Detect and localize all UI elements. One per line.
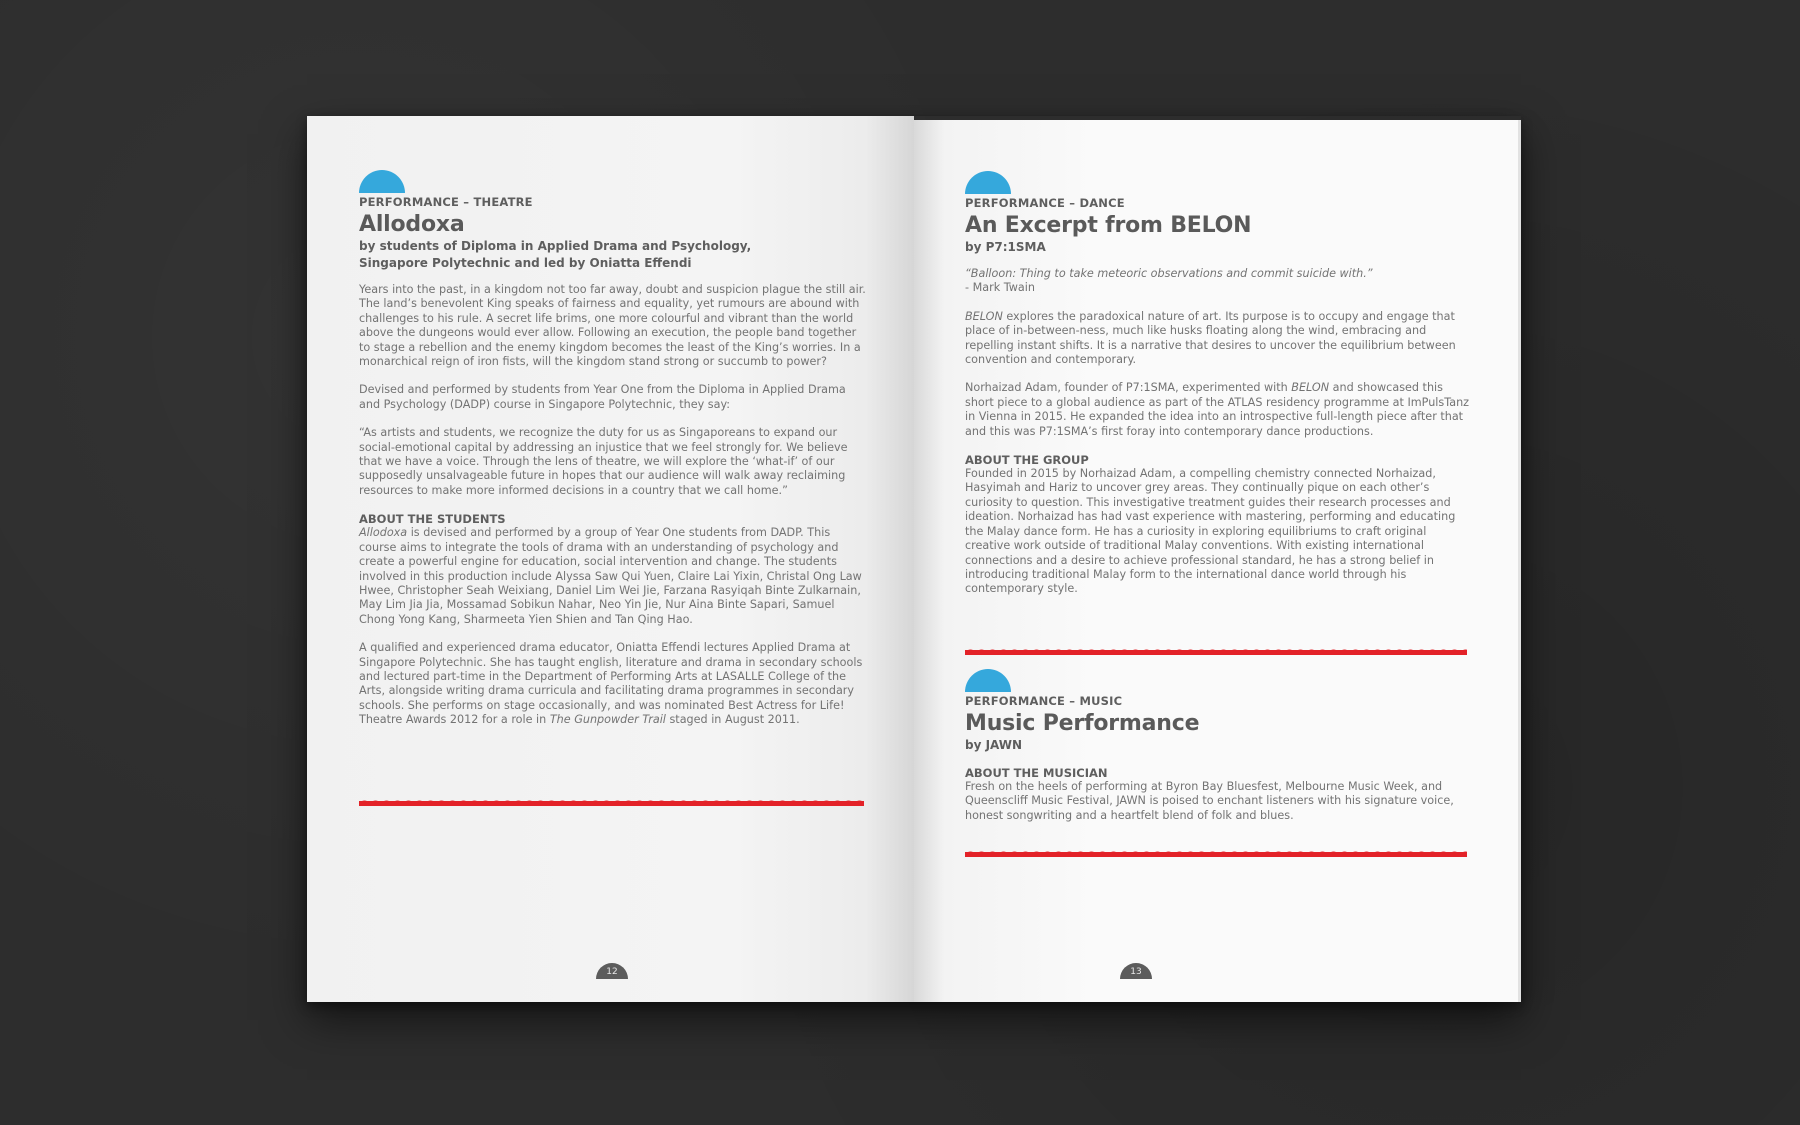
byline-line-2: Singapore Polytechnic and led by Oniatta Effendi — [359, 256, 692, 270]
section-title: Music Performance — [965, 711, 1200, 736]
open-booklet — [307, 116, 1521, 1002]
belon-description-paragraph — [965, 310, 1470, 368]
music-section — [965, 669, 1470, 823]
about-group-paragraph: Founded in 2015 by Norhaizad Adam, a compelling chemistry connected Norhaizad, Hasyimah and Hariz to uncover grey areas. They continually pique on each other’s curiosity to question. This investigative treatment guides their research processes and ideation. Norhaizad has had vast experience with mastering, performing and educating the Malay dance form. He has a curiosity in exploring equilibriums to craft original creative work outside of traditional Malay conventions. With existing international connections and a desire to achieve professional standard, he has a strong belief in introducing traditional Malay form to the international dance world through his contemporary style. — [965, 467, 1456, 596]
student-quote-paragraph: “As artists and students, we recognize the duty for us as Singaporeans to expand our social-emotional capital by addressing an injustice that we feel strongly for. We believe that we have a voice. Through the lens of theatre, we will explore the ‘what-if’ of our supposedly unsalvageable future in hopes that our audience will walk away reclaiming resources to make more informed decisions in a country that we call home.” — [359, 426, 848, 497]
section-category: PERFORMANCE – MUSIC — [965, 694, 1123, 708]
founder-text: Norhaizad Adam, founder of P7:1SMA, experimented with — [965, 381, 1292, 395]
red-scallop-divider — [965, 847, 1467, 857]
about-students-text: is devised and performed by a group of Year One students from DADP. This course aims to integrate the tools of drama with an understanding of psychology and create a powerful engine for education, social intervention and change. The students involved in this production include Alyssa Saw Qui Yuen, Claire Lai Yixin, Christal Ong Law Hwee, Christopher Seah Weixiang, Daniel Lim Wei Jie, Farzana Rasyiqah Binte Zulkarnain, May Lim Jia Jia, Mossamad Sobikun Nahar, Neo Yin Jie, Nur Aina Binte Sapari, Samuel Chong Yong Kang, Sharmeeta Yien Shien and Tan Qing Hao. — [359, 526, 862, 626]
section-category: PERFORMANCE – DANCE — [965, 196, 1125, 210]
about-musician-heading: ABOUT THE MUSICIAN — [965, 766, 1108, 780]
byline: by P7:1SMA — [965, 240, 1046, 254]
section-title: An Excerpt from BELON — [965, 213, 1252, 238]
blue-semicircle-icon — [359, 170, 405, 193]
section-category: PERFORMANCE – THEATRE — [359, 195, 533, 209]
intro-paragraph: Devised and performed by students from Year One from the Diploma in Applied Drama and Psychology (DADP) course in Singapore Polytechnic, they say: — [359, 383, 846, 411]
about-students-heading: ABOUT THE STUDENTS — [359, 512, 506, 527]
belon-italic: BELON — [1291, 381, 1330, 395]
red-scallop-divider — [359, 796, 864, 806]
dance-section — [965, 171, 1470, 597]
byline-line-1: by students of Diploma in Applied Drama and Psychology, — [359, 239, 752, 253]
educator-text-end: staged in August 2011. — [665, 713, 800, 727]
page-number: 12 — [596, 963, 628, 979]
epigraph-quote: “Balloon: Thing to take meteoric observations and commit suicide with.” — [965, 267, 1373, 280]
about-students-paragraph — [359, 526, 869, 627]
belon-description-text: explores the paradoxical nature of art. Its purpose is to occupy and engage that place of in-between-ness, much like husks floating along the wind, embracing and repelling instant shifts. It is a narrative that desires to uncover the equilibrium between convention and contemporary. — [965, 309, 1456, 367]
belon-italic: BELON — [965, 309, 1003, 323]
about-group-heading: ABOUT THE GROUP — [965, 453, 1089, 468]
theatre-section — [359, 170, 869, 728]
left-page — [307, 116, 914, 1002]
synopsis-paragraph: Years into the past, in a kingdom not too far away, doubt and suspicion plague the still air. The land’s benevolent King speaks of fairness and equality, yet rumours are abound with challenges to his rule. A secret life brims, one more colourful and vibrant than the world above the dungeons would ever allow. Following an execution, the people band together to stage a rebellion and the enemy kingdom becomes the least of the King’s worries. In a monarchical reign of iron fists, will the kingdom stand strong or succumb to power? — [359, 283, 866, 369]
page-number: 13 — [1120, 963, 1152, 979]
byline: by JAWN — [965, 738, 1023, 752]
page-edge — [1518, 120, 1521, 1002]
about-musician-paragraph: Fresh on the heels of performing at Byron Bay Bluesfest, Melbourne Music Week, and Queenscliff Music Festival, JAWN is poised to enchant listeners with his signature voice, honest songwriting and a heartfelt blend of folk and blues. — [965, 780, 1454, 822]
blue-semicircle-icon — [965, 171, 1011, 194]
right-page — [914, 120, 1521, 1002]
educator-text: A qualified and experienced drama educator, Oniatta Effendi lectures Applied Drama at Singapore Polytechnic. She has taught english, literature and drama in secondary schools and lectured part-time in the Department of Performing Arts at LASALLE College of the Arts, alongside writing drama curricula and facilitating drama programmes in secondary schools. She performs on stage occasionally, and was nominated Best Actress for Life! Theatre Awards 2012 for a role in — [359, 641, 863, 727]
educator-paragraph — [359, 641, 869, 727]
red-scallop-divider — [965, 645, 1467, 655]
production-title-italic: Allodoxa — [359, 526, 408, 540]
founder-text-end: and showcased this short piece to a global audience as part of the ATLAS residency programme at ImPulsTanz in Vienna in 2015. He expanded the idea into an introspective full-length piece after that and this was P7:1SMA’s first foray into contemporary dance productions. — [965, 381, 1470, 438]
blue-semicircle-icon — [965, 669, 1011, 692]
epigraph-author: - Mark Twain — [965, 281, 1035, 295]
founder-paragraph — [965, 381, 1470, 439]
section-title: Allodoxa — [359, 212, 465, 237]
gunpowder-trail-italic: The Gunpowder Trail — [549, 713, 666, 727]
